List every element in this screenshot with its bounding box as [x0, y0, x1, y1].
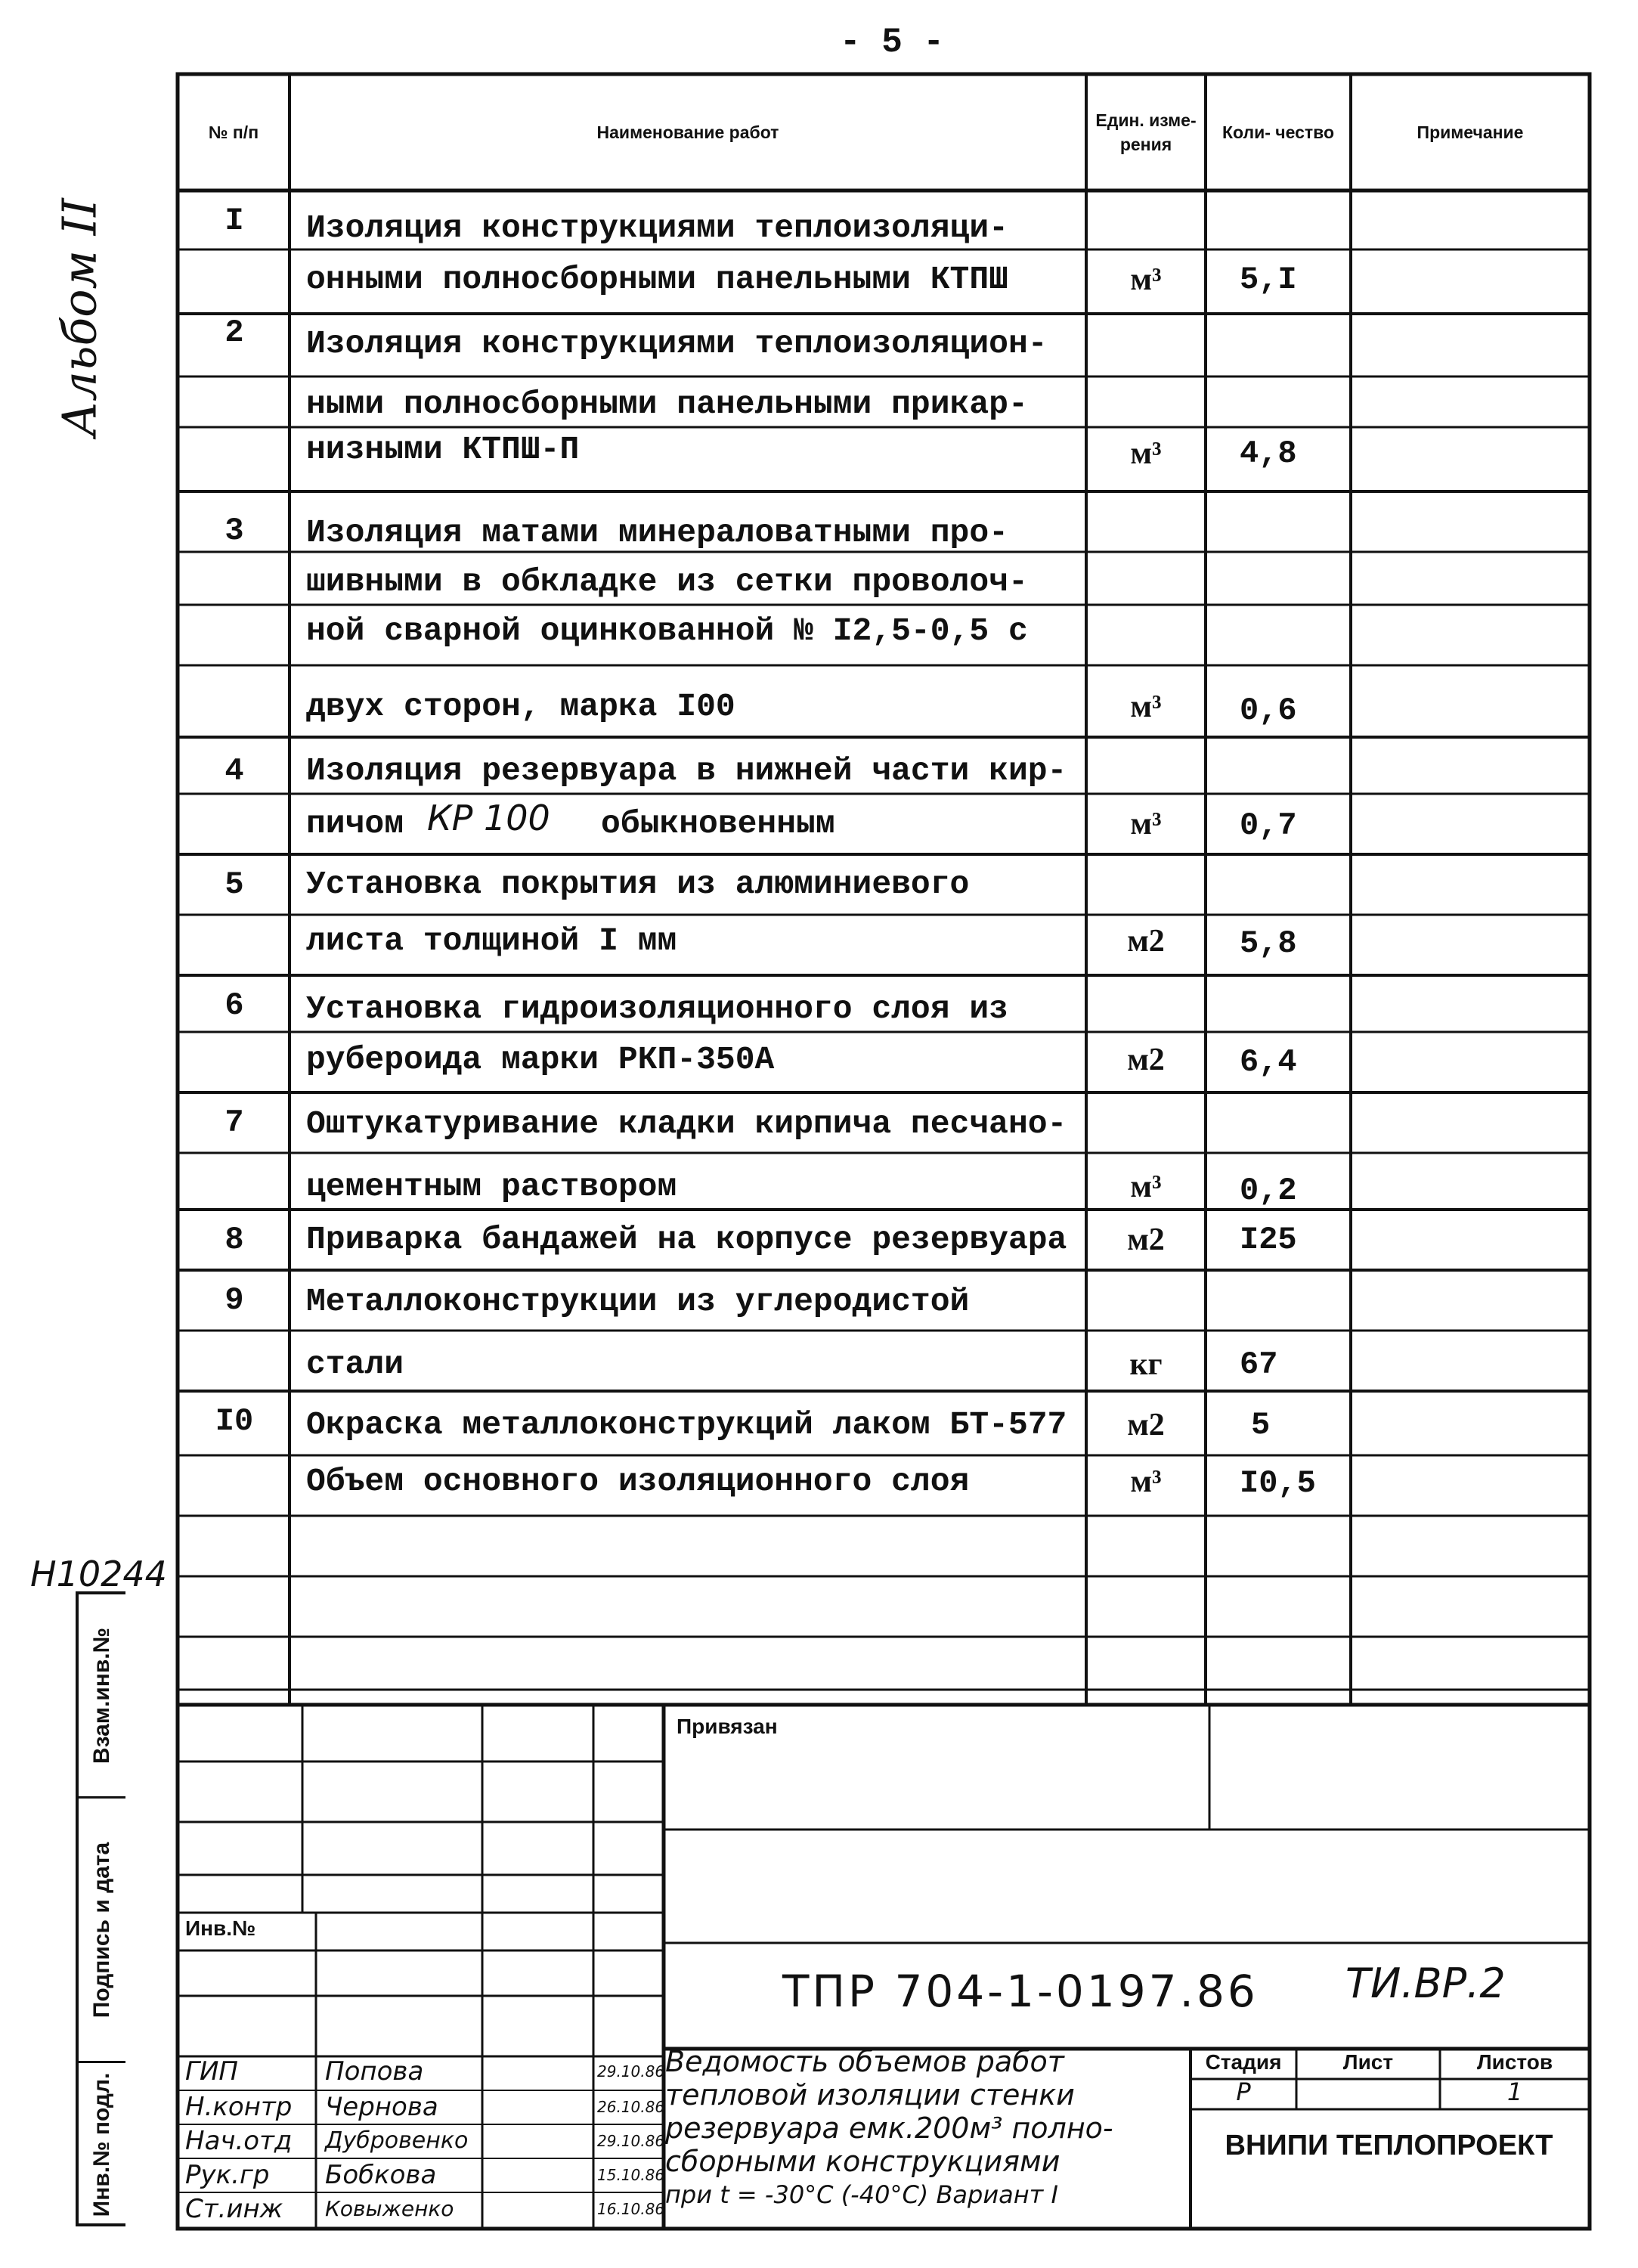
row-4-num: 4	[224, 753, 244, 789]
signature-date: 29.10.86	[597, 2062, 665, 2081]
signature-name: Попова	[325, 2056, 424, 2087]
signature-role: Ст.инж	[185, 2194, 283, 2224]
row-4-handwritten: КР 100	[427, 798, 550, 838]
row-2-qty: 4,8	[1240, 435, 1297, 472]
signature-role: ГИП	[185, 2056, 238, 2087]
row-3-line-4: двух сторон, марка I00	[306, 688, 735, 725]
signature-name: Бобкова	[325, 2160, 437, 2190]
signature-name: Чернова	[325, 2092, 438, 2122]
row-6-unit: м2	[1127, 1043, 1165, 1077]
sheets-value: 1	[1506, 2077, 1523, 2106]
row-8-num: 8	[224, 1222, 244, 1258]
row-6-qty: 6,4	[1240, 1044, 1297, 1080]
side-cell-signature-date: Подпись и дата	[79, 1799, 125, 2063]
row-4-line-2a: пичом	[306, 805, 404, 842]
row-7-num: 7	[224, 1105, 244, 1141]
row-1-qty: 5,I	[1240, 262, 1297, 298]
row-10-qty: 5	[1251, 1407, 1271, 1443]
row-8-unit: м2	[1127, 1222, 1165, 1257]
row-8-line-1: Приварка бандажей на корпусе резервуара	[306, 1221, 1067, 1258]
stage-label: Стадия	[1205, 2050, 1282, 2074]
header-unit: Един. изме- рения	[1095, 110, 1197, 154]
row-3-line-3: ной сварной оцинкованной № I2,5-0,5 с	[306, 612, 1028, 649]
sheets-label: Листов	[1476, 2050, 1553, 2074]
side-cell-original-inv: Инв.№ подл.	[89, 2072, 114, 2217]
sheet-label: Лист	[1342, 2050, 1394, 2074]
row-11-qty: I0,5	[1240, 1465, 1316, 1501]
privyazan-label: Привязан	[677, 1715, 778, 1738]
signature-row-3	[185, 2124, 665, 2158]
row-1-num: I	[224, 203, 244, 239]
signature-row-5	[185, 2192, 665, 2226]
row-2-line-1: Изоляция конструкциями теплоизоляцион-	[306, 325, 1048, 362]
header-note: Примечание	[1417, 122, 1524, 142]
row-4-line-1: Изоляция резервуара в нижней части кир-	[306, 752, 1067, 789]
page-number: - 5 -	[839, 23, 945, 62]
album-label: Альбом II	[51, 198, 107, 437]
row-3-num: 3	[224, 513, 244, 549]
signature-name: Ковыженко	[325, 2196, 454, 2221]
row-5-num: 5	[224, 866, 244, 903]
row-2-line-2: ными полносборными панельными прикар-	[306, 386, 1028, 423]
row-9-unit: кг	[1129, 1347, 1163, 1382]
row-7-line-1: Оштукатуривание кладки кирпича песчано-	[306, 1105, 1067, 1142]
row-9-line-2: стали	[306, 1346, 404, 1383]
document-description: Ведомость объемов работ тепловой изоляции стенки резервуара емк.200м³ полно- сборными конструкциями при t = -30°С (-40°С) Вариант I	[665, 2045, 1113, 2209]
row-4-unit: м³	[1130, 807, 1162, 841]
organization-name: ВНИПИ ТЕПЛОПРОЕКТ	[1225, 2130, 1553, 2161]
header-qty: Коли- чество	[1222, 122, 1335, 142]
row-6-num: 6	[224, 987, 244, 1024]
header-name: Наименование работ	[596, 122, 779, 142]
row-9-qty: 67	[1240, 1346, 1278, 1383]
row-8-qty: I25	[1240, 1222, 1297, 1258]
row-5-line-2: листа толщиной I мм	[306, 922, 677, 959]
row-7-line-2: цементным раствором	[306, 1168, 677, 1205]
signature-role: Н.контр	[185, 2092, 293, 2122]
signature-date: 26.10.86	[597, 2098, 665, 2116]
sheet-code: ТИ.ВР.2	[1345, 1960, 1506, 2007]
header-num: № п/п	[208, 122, 259, 142]
inventory-number: Н10244	[30, 1554, 167, 1594]
signature-role: Рук.гр	[185, 2160, 270, 2190]
inv-no-label: Инв.№	[185, 1916, 256, 1940]
row-4-line-2b: обыкновенным	[601, 805, 835, 842]
signature-row-4	[185, 2158, 665, 2192]
signature-name: Дубровенко	[325, 2127, 469, 2154]
row-11-unit: м³	[1130, 1464, 1162, 1499]
signature-role: Нач.отд	[185, 2126, 293, 2156]
row-1-line-1: Изоляция конструкциями теплоизоляци-	[306, 209, 1008, 246]
row-6-line-2: рубероида марки РКП-350А	[306, 1041, 775, 1078]
signature-row-1	[185, 2055, 665, 2088]
row-1-line-2: онными полносборными панельными КТПШ	[306, 261, 1008, 298]
row-2-num: 2	[224, 314, 244, 351]
signature-date: 29.10.86	[597, 2132, 665, 2150]
signature-date: 15.10.86	[597, 2166, 665, 2184]
signature-date: 16.10.86	[597, 2200, 665, 2218]
row-10-line-1: Окраска металлоконструкций лаком БТ-577	[306, 1406, 1067, 1443]
row-1-unit: м³	[1130, 262, 1162, 297]
row-4-qty: 0,7	[1240, 807, 1297, 844]
side-cell-replace-inv: Взам.инв.№	[79, 1594, 125, 1799]
row-3-unit: м³	[1130, 689, 1162, 724]
row-2-unit: м³	[1130, 436, 1162, 471]
row-3-line-2: шивными в обкладке из сетки проволоч-	[306, 563, 1028, 600]
row-7-qty: 0,2	[1240, 1173, 1297, 1209]
row-5-unit: м2	[1127, 924, 1165, 959]
row-3-qty: 0,6	[1240, 692, 1297, 729]
row-9-line-1: Металлоконструкции из углеродистой	[306, 1283, 970, 1320]
row-10-unit: м2	[1127, 1408, 1165, 1442]
row-9-num: 9	[224, 1282, 244, 1318]
document-code: ТПР 704-1-0197.86	[782, 1966, 1259, 2017]
signature-row-2	[185, 2090, 665, 2124]
row-5-qty: 5,8	[1240, 925, 1297, 962]
row-7-unit: м³	[1130, 1170, 1162, 1204]
stage-value: Р	[1236, 2077, 1251, 2106]
row-5-line-1: Установка покрытия из алюминиевого	[306, 866, 970, 903]
row-10-num: I0	[215, 1403, 254, 1439]
row-6-line-1: Установка гидроизоляционного слоя из	[306, 990, 1008, 1027]
row-11-line-1: Объем основного изоляционного слоя	[306, 1463, 970, 1500]
row-2-line-3: низными КТПШ-П	[306, 431, 580, 468]
row-3-line-1: Изоляция матами минераловатными про-	[306, 514, 1008, 551]
